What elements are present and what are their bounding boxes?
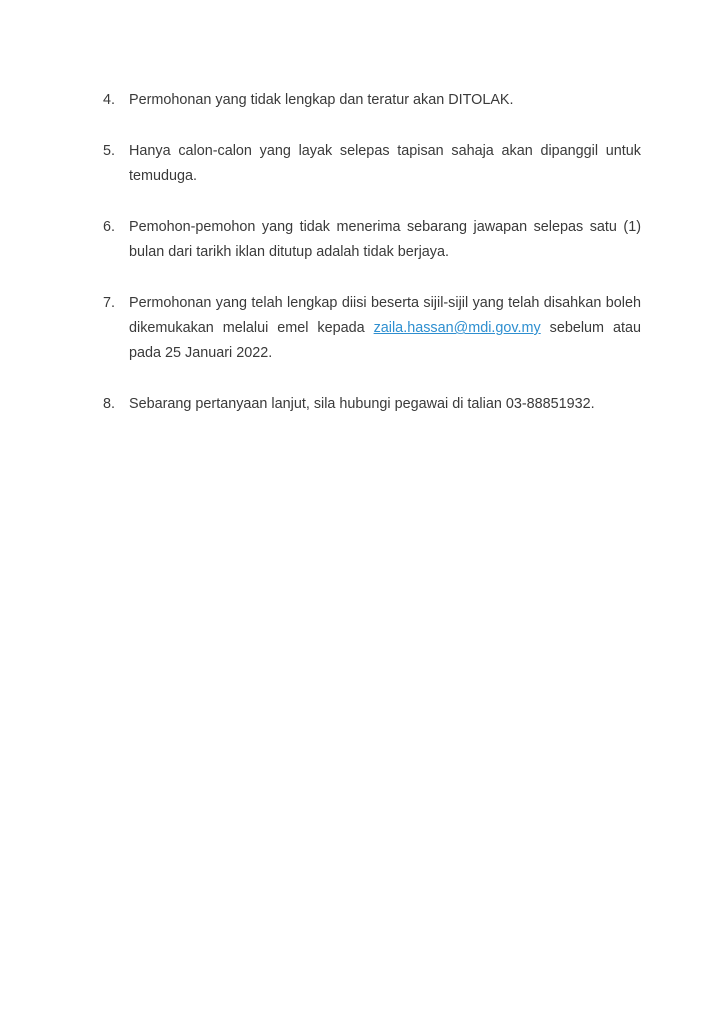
item-number: 8. [103, 396, 116, 412]
item-number: 6. [103, 219, 116, 235]
item-text: Hanya calon-calon yang layak selepas tapisan sahaja akan dipanggil untuk temuduga. [129, 143, 641, 184]
item-number: 5. [103, 143, 116, 159]
list-item-4 [103, 88, 641, 113]
item-text-after-link: sebelum atau pada 25 Januari 2022. [129, 320, 642, 361]
email-link[interactable]: zaila.hassan@mdi.gov.my [373, 320, 541, 336]
item-number: 7. [103, 295, 116, 311]
item-number: 4. [103, 92, 116, 108]
list-item-6 [103, 215, 641, 265]
item-text [129, 291, 641, 366]
item-text-before-link: Permohonan yang telah lengkap diisi beserta sijil-sijil yang telah disahkan boleh dikemukakan melalui emel kepada [129, 295, 641, 336]
item-text: Permohonan yang tidak lengkap dan teratur akan DITOLAK. [129, 92, 514, 108]
item-text: Sebarang pertanyaan lanjut, sila hubungi pegawai di talian 03-88851932. [129, 396, 595, 412]
item-text: Pemohon-pemohon yang tidak menerima sebarang jawapan selepas satu (1) bulan dari tarikh iklan ditutup adalah tidak berjaya. [129, 219, 641, 260]
list-item-5 [103, 139, 641, 189]
list-item-8 [103, 392, 641, 417]
numbered-list [103, 88, 641, 443]
list-item-7 [103, 291, 641, 366]
